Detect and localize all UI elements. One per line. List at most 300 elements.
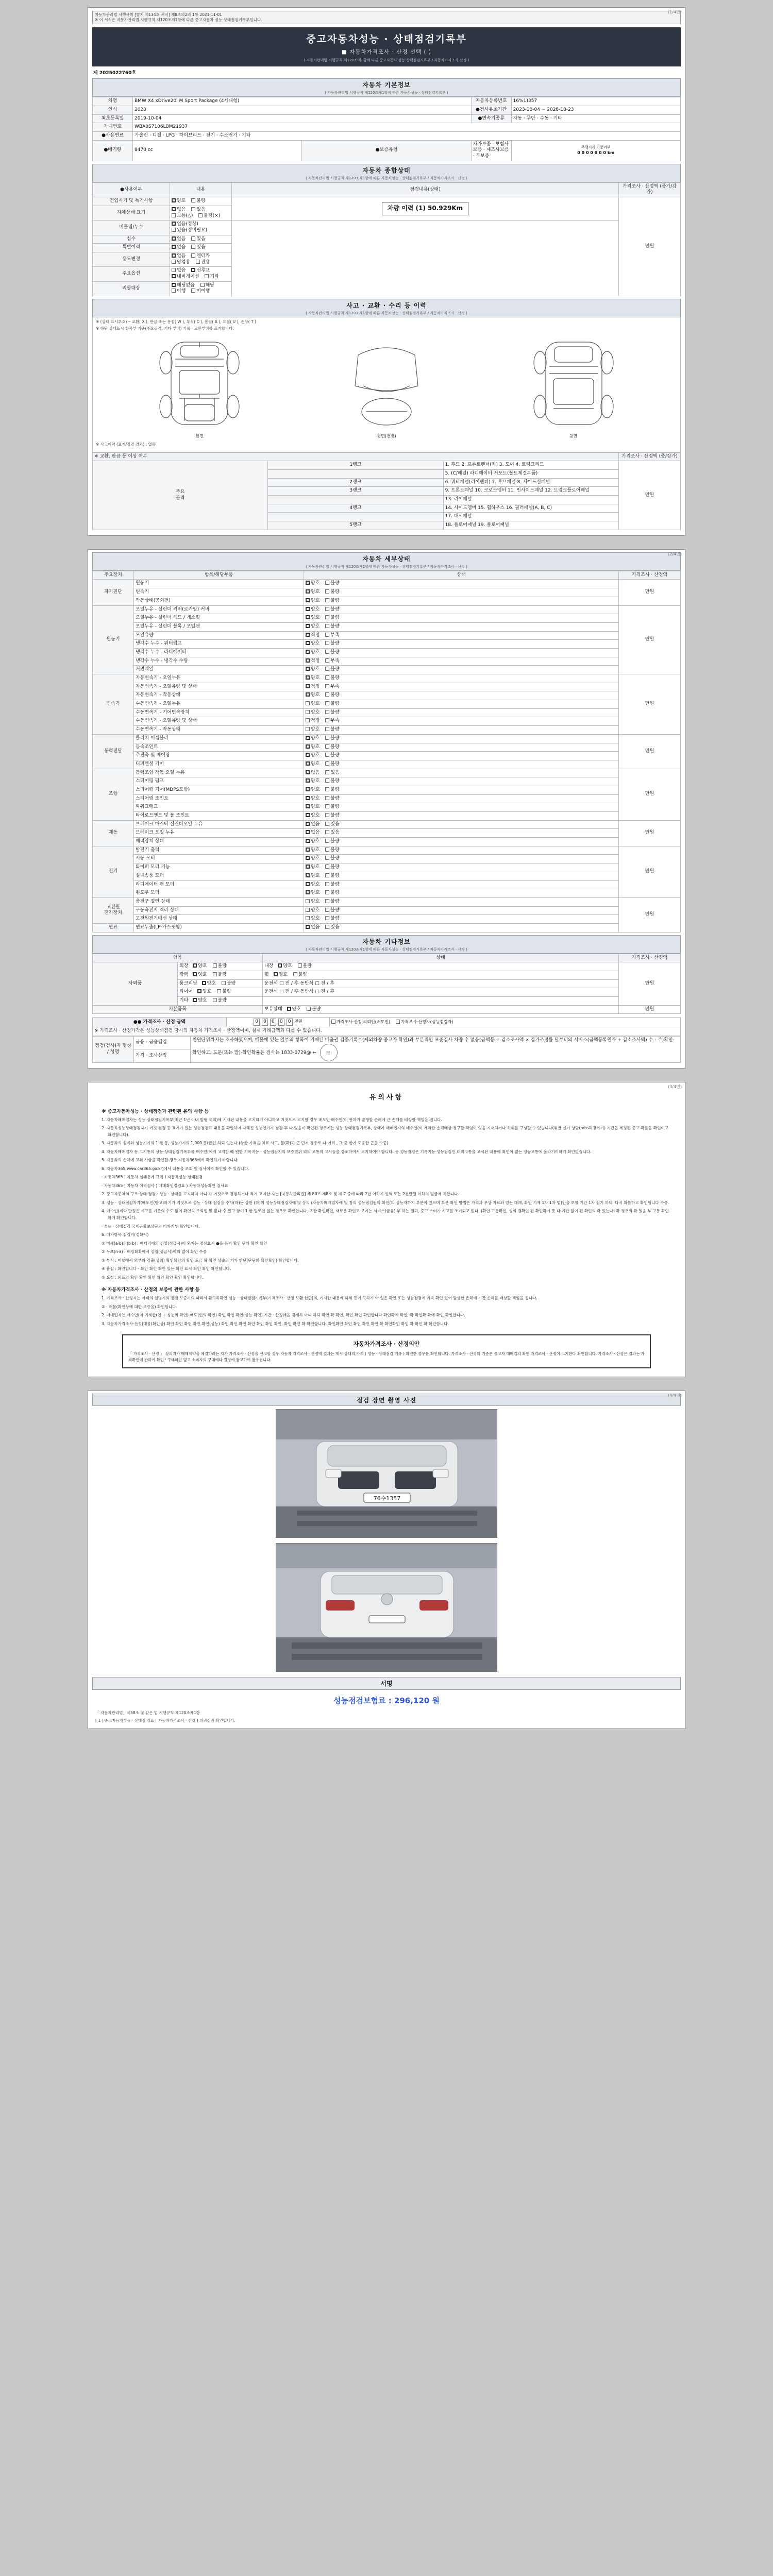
checkbox-off[interactable] (325, 753, 329, 757)
detail-item: 작동상태(공회전) (134, 597, 304, 605)
detail-item: 배력장치 상태 (134, 838, 304, 846)
detail-state[interactable] (304, 597, 619, 605)
checkbox-off[interactable] (191, 207, 195, 211)
section-basic-info-sub: ( 자동차관리법 시행규칙 제120조제1항에 따른 자동차성능 · 상태점검기록부 ) (325, 91, 448, 95)
checkbox-off[interactable] (325, 692, 329, 697)
opt-label: 있음 (196, 207, 206, 212)
opt-label: 있음 (196, 236, 206, 242)
col-price: 가격조사 · 산정액 (619, 954, 681, 962)
detail-state[interactable] (304, 700, 619, 709)
checkbox-on[interactable] (172, 245, 176, 249)
checkbox-off[interactable] (325, 856, 329, 860)
detail-state[interactable] (304, 734, 619, 743)
checkbox-off[interactable] (196, 260, 200, 264)
detail-state[interactable] (304, 915, 619, 924)
detail-state[interactable] (304, 803, 619, 812)
overall-row-opts-7[interactable] (170, 281, 232, 296)
checkbox-off[interactable] (325, 684, 329, 688)
checkbox-off[interactable] (325, 925, 329, 929)
checkbox-off[interactable] (325, 624, 329, 628)
detail-state[interactable] (304, 923, 619, 932)
detail-state[interactable] (304, 726, 619, 735)
opt-label: 양호 (311, 813, 320, 818)
other-row-value-1[interactable] (263, 971, 619, 980)
checkbox-on[interactable] (306, 641, 310, 645)
checkbox-off[interactable] (325, 761, 329, 766)
checkbox-on[interactable] (306, 865, 310, 869)
overall-row-opts-4[interactable] (170, 244, 232, 252)
checkbox-off[interactable] (325, 865, 329, 869)
table-row (93, 997, 681, 1006)
detail-state[interactable] (304, 889, 619, 898)
price-total-table (92, 1017, 681, 1036)
checkbox-off[interactable] (205, 274, 209, 278)
checkbox-off[interactable] (306, 718, 310, 722)
overall-row-opts-3[interactable] (170, 235, 232, 244)
opt-label: 없음 (177, 207, 186, 212)
detail-state[interactable] (304, 863, 619, 872)
detail-item: 변속기 (134, 588, 304, 597)
checkbox-off[interactable] (325, 822, 329, 826)
detail-state[interactable] (304, 786, 619, 794)
opt-label: 양호 (311, 615, 320, 621)
opt-label: 불량 (330, 916, 340, 922)
checkbox-off[interactable] (306, 908, 310, 912)
checkbox-on[interactable] (306, 684, 310, 688)
other-label-2: 내장 (264, 963, 274, 969)
checkbox-off[interactable] (396, 1020, 400, 1024)
table-row (93, 674, 681, 683)
other-row-value-2[interactable]: 운전석 □ 전 / 후 동반석 □ 전 / 후 (263, 979, 619, 988)
checkbox-on[interactable] (306, 615, 310, 619)
detail-item: 자동변속기 - 오일유량 및 상태 (134, 683, 304, 691)
checkbox-on[interactable] (306, 830, 310, 834)
mileage-note-cell (232, 197, 619, 221)
signer-label: 점검(검사)자 명칭 / 성명 (93, 1037, 134, 1063)
checkbox-off[interactable] (213, 998, 217, 1002)
checkbox-on[interactable] (306, 925, 310, 929)
section-other-header (92, 935, 681, 954)
checkbox-off[interactable] (325, 701, 329, 705)
overall-row-label-4: 특별이력 (93, 244, 170, 252)
checkbox-off[interactable] (191, 198, 195, 202)
detail-state[interactable] (304, 820, 619, 829)
opt-label: 양호 (311, 778, 320, 784)
mileage-label: 주행거리 기준여부 (581, 145, 611, 149)
checkbox-off[interactable] (172, 289, 176, 293)
detail-state[interactable] (304, 794, 619, 803)
checkbox-on[interactable] (172, 283, 176, 287)
section-overall-title: 자동차 종합상태 (362, 166, 411, 174)
section-detail-sub: ( 자동차관리법 시행규칙 제120조제1항에 따른 자동차성능 · 상태점검기록부 / 자동차가격조사 · 산정 ) (306, 564, 467, 569)
table-row (93, 846, 681, 855)
detail-state[interactable] (304, 674, 619, 683)
checkbox-off[interactable] (306, 899, 310, 903)
checkbox-off[interactable] (306, 727, 310, 731)
checkbox-off[interactable] (325, 607, 329, 611)
notice-item: 1. 자동차매매업자는 성능·상태점검기록부(최근 1년 이내 발행 제외)에 기재된 내용을 고지하기 아니하고 거짓으로 고지할 경우 매도인 매수인(이 관하기 발생할 손해에 근 손해를 배상할 책임을 집니다. (102, 1117, 442, 1122)
notice-item: 2. 자동차성능상태점검자가 거짓 점검 등 표기가 있는 성능점검표 내용을 확인하여 다해진 성능인기가 점검 후 다 있음이 확인된 경우에는 성능·상태점검기록부, 상태가 매매업자의 매수인(이 계약관 손해배상 청구할 책임이 있음 기재되거나 허위를 구성할 수 있습니다(위반 신가 상담(mbs과장까기) 기간을 계정된 중고 확률을 확인이고 확인합니다). (102, 1126, 669, 1137)
notice-title: 유의사항 (369, 1093, 404, 1101)
other-row-value-3[interactable]: 운전석 □ 전 / 후 동반석 □ 전 / 후 (263, 988, 619, 997)
detail-item: 라디에이터 팬 모터 (134, 880, 304, 889)
price-checks[interactable] (330, 1018, 681, 1027)
detail-state[interactable] (304, 769, 619, 777)
opt-label: 불량 (330, 744, 340, 750)
checkbox-off[interactable] (191, 289, 195, 293)
opt-label: 양호 (311, 744, 320, 750)
detail-state[interactable] (304, 829, 619, 838)
checkbox-off[interactable] (325, 873, 329, 877)
detail-item: 수동변속기 - 오일유량 및 상태 (134, 717, 304, 726)
detail-item: 수동변속기 - 오일누유 (134, 700, 304, 709)
digit-box: 0 (270, 1019, 276, 1026)
checkbox-off[interactable] (325, 830, 329, 834)
checkbox-off[interactable] (325, 718, 329, 722)
opt-label: 불량 (330, 873, 340, 878)
checkbox-off[interactable] (325, 908, 329, 912)
checkbox-off[interactable] (325, 744, 329, 749)
checkbox-on[interactable] (191, 268, 195, 272)
other-row-value-0[interactable] (263, 962, 619, 971)
overall-row-opts-6[interactable] (170, 267, 232, 281)
checkbox-on[interactable] (197, 989, 201, 993)
checkbox-on[interactable] (306, 692, 310, 697)
checkbox-off[interactable] (325, 727, 329, 731)
legend-content: 17. 대시패널 (443, 513, 618, 521)
checkbox-on[interactable] (306, 761, 310, 766)
opt-label: 양호 (311, 753, 320, 758)
detail-state[interactable] (304, 777, 619, 786)
signature-header: 서명 (92, 1677, 681, 1690)
checkbox-off[interactable] (325, 589, 329, 594)
table-row (93, 786, 681, 794)
opt-label: 불량 (330, 753, 340, 758)
opt-label: 양호 (283, 963, 292, 969)
checkbox-off[interactable] (172, 260, 176, 264)
signer-body-text: 천원단위까지는 조사하였으며, 매물에 있는 일부의 항목이 기재된 배출권 검증기록부(제외차량 중고자 확인)과 부분적인 표준검사 차량 수 없음(금액등 + 감소조사액 × 감가조정률 달부터의 서비스(금액등록원가 + 감소조사액) 수 : 주)확인·확인하고, 드문(또는 발)-확인확률은 검사는 1833-0729@ ← (192, 1038, 675, 1056)
checkbox-off[interactable] (172, 228, 176, 232)
checkbox-off[interactable] (325, 710, 329, 714)
table-row (93, 988, 681, 997)
opt-label: 불량 (330, 641, 340, 647)
checkbox-on[interactable] (306, 667, 310, 671)
row-label: ●사용연료 (93, 132, 133, 141)
digit-box: 0 (278, 1019, 284, 1026)
page-tag-4: (4/4면) (668, 1393, 682, 1398)
checkbox-on[interactable] (172, 222, 176, 226)
table-row (93, 1037, 681, 1049)
signer-table (92, 1036, 681, 1063)
checkbox-off[interactable] (213, 963, 217, 968)
checkbox-on[interactable] (306, 770, 310, 774)
checkbox-off[interactable] (325, 658, 329, 663)
opt-label: 불량 (330, 761, 340, 767)
checkbox-on[interactable] (306, 778, 310, 783)
detail-state[interactable] (304, 743, 619, 752)
detail-item: 브레이크 오일 누유 (134, 829, 304, 838)
checkbox-on[interactable] (306, 822, 310, 826)
detail-state[interactable] (304, 691, 619, 700)
table-row (93, 657, 681, 666)
checkbox-on[interactable] (172, 198, 176, 202)
opt-label: 없음 (311, 770, 320, 775)
opt-label: 불량 (330, 606, 340, 612)
detail-state[interactable] (304, 838, 619, 846)
checkbox-on[interactable] (202, 981, 206, 985)
checkbox-on[interactable] (306, 753, 310, 757)
table-row (93, 760, 681, 769)
checkbox-off[interactable] (325, 848, 329, 852)
basic-info-table (92, 97, 681, 161)
document-title-block (92, 27, 681, 66)
checkbox-off[interactable] (325, 641, 329, 645)
row-label: 최초등록일 (93, 114, 133, 123)
table-row (93, 777, 681, 786)
detail-state[interactable] (304, 631, 619, 640)
checkbox-off[interactable] (307, 1007, 311, 1011)
table-row (93, 915, 681, 924)
checkbox-on[interactable] (306, 804, 310, 808)
notice-item: 4. 자동차매매업자 등 고지통의 상능·상태점검기록부를 매수인(에게 고지할 때 원한 기록지능 · 성능점검지의 보증범위 외의 고통의 고시들을 강조하여서 고지하여야 합니다. 등 성능점검은 기록지능·성능점검인 대외고통을 고시된 내용에 확인이 없는 성능고통에 올라기이하기 확인없습니다. (102, 1149, 592, 1154)
checkbox-on[interactable] (306, 796, 310, 800)
checkbox-off[interactable] (198, 213, 203, 217)
checkbox-on[interactable] (306, 873, 310, 877)
opt-label: 있음 (196, 245, 206, 250)
checkbox-on[interactable] (306, 624, 310, 628)
overall-row-opts-2[interactable] (170, 221, 232, 235)
checkbox-on[interactable] (306, 744, 310, 749)
other-label: 광택 (179, 972, 189, 977)
legend-price-header: 가격조사 · 산정액 (증/감가) (619, 452, 681, 461)
checkbox-on[interactable] (274, 972, 278, 976)
detail-state[interactable] (304, 906, 619, 915)
row-value-2: 2023-10-04 ~ 2028-10-23 (511, 106, 680, 114)
notice-item: ④ 흠집 : 확인합니다 - 확인 확인 확인 있는 확인 표시 확인 확인 확인합니다. (102, 1266, 231, 1272)
checkbox-off[interactable] (325, 770, 329, 774)
opt-label: 가격조사·산정 의뢰인(매도인) (337, 1019, 391, 1024)
checkbox-off[interactable] (325, 890, 329, 894)
checkbox-off[interactable] (306, 710, 310, 714)
checkbox-on[interactable] (306, 650, 310, 654)
checkbox-off[interactable] (298, 963, 302, 968)
checkbox-on[interactable] (306, 736, 310, 740)
checkbox-on[interactable] (193, 963, 197, 968)
detail-state[interactable] (304, 846, 619, 855)
checkbox-on[interactable] (193, 972, 197, 976)
price-unit: 만원 (294, 1019, 303, 1024)
table-row (93, 1005, 681, 1014)
col-price: 가격조사 · 산정액 (증가/감가) (619, 182, 681, 197)
checkbox-off[interactable] (331, 1020, 335, 1024)
checkbox-off[interactable] (325, 736, 329, 740)
checkbox-on[interactable] (306, 589, 310, 594)
opt-label: 있음 (330, 924, 340, 930)
checkbox-on[interactable] (306, 839, 310, 843)
legend-title: ※ 교환, 판금 등 이상 여부 (93, 452, 619, 461)
detail-state[interactable] (304, 708, 619, 717)
checkbox-off[interactable] (293, 972, 297, 976)
other-row-label-0 (178, 962, 263, 971)
checkbox-off[interactable] (325, 778, 329, 783)
detail-state[interactable] (304, 760, 619, 769)
col-item: 항목 (93, 954, 263, 962)
opt-label: 불량 (196, 198, 206, 204)
detail-item: 동력조향 작동 오일 누유 (134, 769, 304, 777)
checkbox-off[interactable] (213, 972, 217, 976)
detail-state[interactable] (304, 752, 619, 760)
checkbox-on[interactable] (306, 598, 310, 602)
opt-label: 없음(정상) (177, 222, 198, 227)
detail-state[interactable] (304, 683, 619, 691)
checkbox-off[interactable] (325, 796, 329, 800)
detail-item: 냉각수 누수 - 워터펌프 (134, 640, 304, 649)
checkbox-off[interactable] (325, 804, 329, 808)
checkbox-off[interactable] (325, 839, 329, 843)
table-row (93, 838, 681, 846)
detail-state[interactable] (304, 872, 619, 880)
detail-item: 커먼레일 (134, 666, 304, 674)
checkbox-on[interactable] (306, 813, 310, 817)
checkbox-off[interactable] (217, 989, 221, 993)
checkbox-off[interactable] (306, 701, 310, 705)
overall-row-opts-1[interactable] (170, 206, 232, 220)
checkbox-off[interactable] (191, 253, 195, 258)
opt-label: 불량 (217, 998, 227, 1004)
checkbox-off[interactable] (191, 245, 195, 249)
checkbox-off[interactable] (200, 283, 205, 287)
checkbox-off[interactable] (325, 787, 329, 791)
checkbox-off[interactable] (325, 615, 329, 619)
detail-item: 발전기 출력 (134, 846, 304, 855)
mileage-cell (511, 140, 680, 161)
checkbox-off[interactable] (325, 675, 329, 680)
checkbox-on[interactable] (306, 787, 310, 791)
legend-side-label: 주요 골격 (93, 461, 268, 530)
detail-state[interactable] (304, 605, 619, 614)
detail-state[interactable] (304, 622, 619, 631)
row-value: BMW X4 xDrive20i M Sport Package (4세대형) (133, 97, 472, 106)
checkbox-on[interactable] (172, 253, 176, 258)
checkbox-on[interactable] (172, 207, 176, 211)
detail-item: 브레이크 마스터 실린더오일 누유 (134, 820, 304, 829)
opt-label: 불량 (330, 735, 340, 741)
checkbox-on[interactable] (306, 848, 310, 852)
document-subtitle: ■ 자동차가격조사 · 산정 선택 ( ) (341, 49, 432, 56)
opt-label: 적정 (311, 658, 320, 664)
detail-item: 디퍼렌셜 기어 (134, 760, 304, 769)
checkbox-off[interactable] (325, 581, 329, 585)
opt-label: 양호 (311, 839, 320, 844)
opt-label: 불량 (330, 649, 340, 655)
detail-state[interactable] (304, 640, 619, 649)
opt-label: 선루프 (196, 268, 210, 274)
detail-item: 클러치 어셈블리 (134, 734, 304, 743)
checkbox-off[interactable] (325, 916, 329, 920)
detail-state[interactable] (304, 588, 619, 597)
detail-group-label: 동력전달 (93, 734, 134, 769)
checkbox-off[interactable] (325, 667, 329, 671)
overall-row-label-7: 리콜대상 (93, 281, 170, 296)
opt-label: 양호 (311, 589, 320, 595)
vehicle-rear-photo-icon (276, 1544, 497, 1672)
detail-item: 수동변속기 - 기어변속장치 (134, 708, 304, 717)
checkbox-on[interactable] (287, 1007, 291, 1011)
car-top-diagram-icon (343, 334, 430, 432)
detail-state[interactable] (304, 897, 619, 906)
checkbox-off[interactable] (325, 633, 329, 637)
checkbox-on[interactable] (306, 882, 310, 886)
checkbox-off[interactable] (172, 268, 176, 272)
opt-label: 양호 (311, 598, 320, 603)
legend-content: 6. 쿼터패널(리어펜더) 7. 루프패널 8. 사이드실패널 (443, 478, 618, 487)
opt-label: 있음 (330, 830, 340, 836)
legend-rank: 2랭크 (268, 478, 443, 487)
detail-price-cell: 만원 (619, 820, 681, 846)
col-price: 가격조사 · 산정액 (619, 571, 681, 580)
detail-state[interactable] (304, 880, 619, 889)
checkbox-on[interactable] (172, 236, 176, 241)
checkbox-on[interactable] (193, 998, 197, 1002)
checkbox-on[interactable] (306, 856, 310, 860)
other-extra-value[interactable] (263, 1005, 619, 1014)
other-row-label-4 (178, 997, 263, 1006)
opt-label: 있음 (330, 821, 340, 827)
checkbox-off[interactable] (325, 882, 329, 886)
checkbox-off[interactable] (306, 916, 310, 920)
checkbox-on[interactable] (306, 675, 310, 680)
checkbox-on[interactable] (306, 633, 310, 637)
price-total-label: ●● 가격조사 · 산정 금액 (93, 1018, 227, 1027)
table-header-row (93, 954, 681, 962)
opt-label: 양호 (311, 795, 320, 801)
row-label: 차명 (93, 97, 133, 106)
opt-label: 해당없음 (177, 282, 195, 288)
checkbox-off[interactable] (191, 236, 195, 241)
checkbox-on[interactable] (306, 658, 310, 663)
overall-row-opts-0[interactable] (170, 197, 232, 206)
checkbox-off[interactable] (325, 813, 329, 817)
detail-state[interactable] (304, 812, 619, 821)
detail-state[interactable] (304, 648, 619, 657)
checkbox-on[interactable] (278, 963, 282, 968)
checkbox-off[interactable] (325, 598, 329, 602)
checkbox-on[interactable] (306, 581, 310, 585)
checkbox-off[interactable] (325, 650, 329, 654)
detail-state[interactable] (304, 657, 619, 666)
detail-state[interactable] (304, 580, 619, 588)
checkbox-off[interactable] (222, 981, 226, 985)
table-row (93, 962, 681, 971)
checkbox-off[interactable] (325, 899, 329, 903)
checkbox-on[interactable] (172, 274, 176, 278)
overall-row-opts-5[interactable] (170, 252, 232, 266)
detail-state[interactable] (304, 666, 619, 674)
checkbox-off[interactable] (172, 213, 176, 217)
detail-state[interactable] (304, 717, 619, 726)
checkbox-on[interactable] (306, 607, 310, 611)
other-label: 외장 (179, 963, 189, 969)
opt-label: 양호 (311, 804, 320, 810)
checkbox-on[interactable] (306, 890, 310, 894)
opt-label: 내비게이션 (177, 274, 199, 279)
section-detail-title: 자동차 세부상태 (362, 555, 411, 563)
detail-state[interactable] (304, 614, 619, 623)
svg-text:76수1357: 76수1357 (373, 1495, 401, 1502)
guarantee-box (122, 1334, 651, 1368)
table-row (93, 106, 681, 114)
detail-state[interactable] (304, 855, 619, 863)
